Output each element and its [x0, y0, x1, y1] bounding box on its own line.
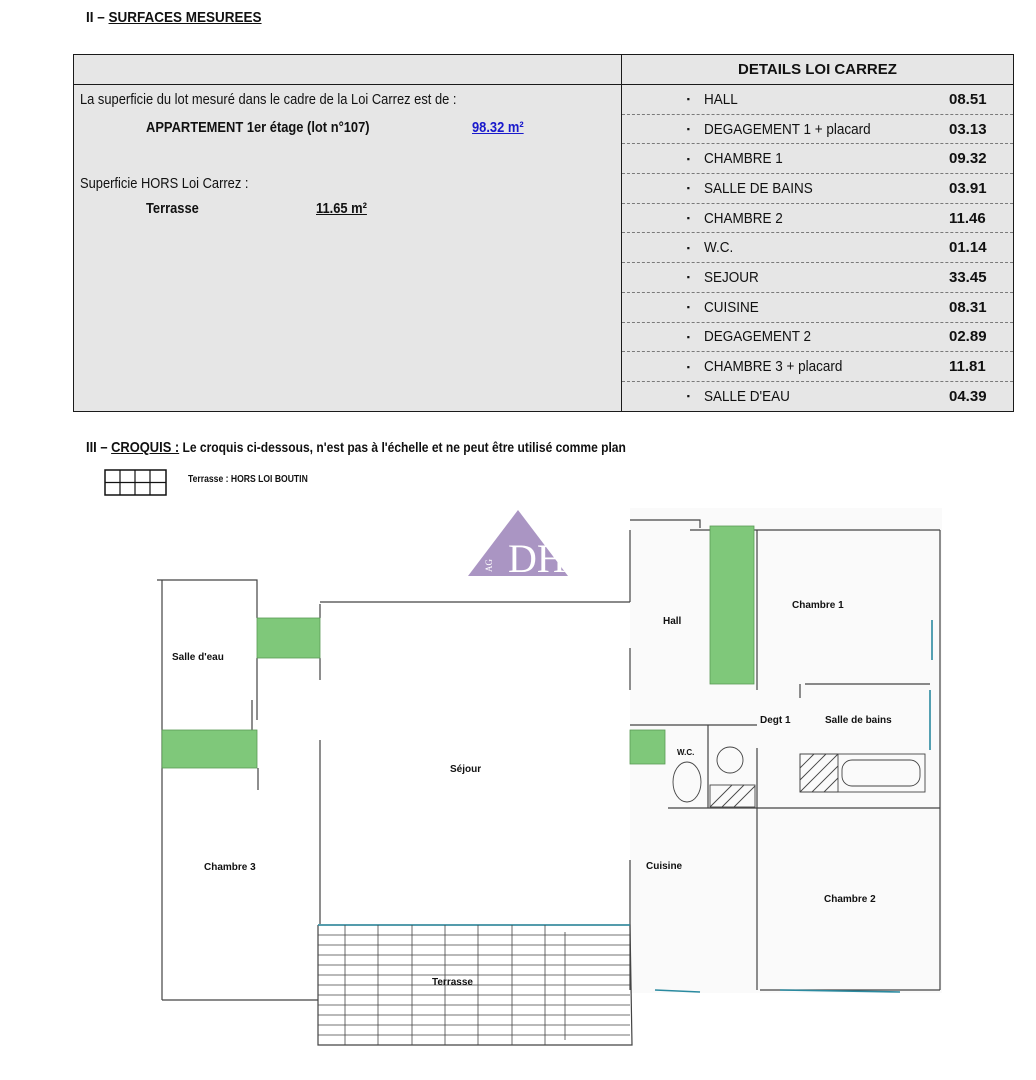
room-name: CHAMBRE 3 + placard	[704, 358, 843, 376]
room-area: 03.91	[949, 179, 987, 197]
room-area: 09.32	[949, 150, 987, 168]
bullet-icon: ▪	[686, 361, 690, 372]
room-name: CHAMBRE 2	[704, 209, 783, 227]
room-label-degt-1: Degt 1	[760, 715, 791, 726]
room-label-wc: W.C.	[677, 748, 695, 757]
room-name: SALLE DE BAINS	[704, 179, 813, 197]
room-name: CUISINE	[704, 298, 759, 316]
section-3-prefix: III –	[86, 439, 112, 456]
bullet-icon: ▪	[686, 242, 690, 253]
loi-carrez-intro: La superficie du lot mesuré dans le cadre de la Loi Carrez est de :	[80, 91, 457, 108]
bullet-icon: ▪	[686, 331, 690, 342]
bullet-icon: ▪	[686, 272, 690, 283]
room-name: HALL	[704, 90, 738, 108]
legend-text: Terrasse : HORS LOI BOUTIN	[188, 474, 308, 485]
bullet-icon: ▪	[686, 94, 690, 105]
placard-hall	[710, 526, 754, 684]
placard-chambre-3	[162, 730, 257, 768]
bullet-icon: ▪	[686, 153, 690, 164]
room-area: 08.31	[949, 298, 987, 316]
bullet-icon: ▪	[686, 213, 690, 224]
placard-degagement	[630, 730, 665, 764]
agency-watermark	[468, 510, 568, 581]
room-label-sejour: Séjour	[450, 764, 482, 775]
section-2-heading: SURFACES MESUREES	[108, 9, 262, 26]
room-label-hall: Hall	[663, 616, 682, 627]
room-area: 04.39	[949, 387, 987, 405]
room-label-chambre-2: Chambre 2	[824, 894, 876, 905]
hors-loi-carrez-label: Superficie HORS Loi Carrez :	[80, 175, 249, 192]
room-name: CHAMBRE 1	[704, 150, 783, 168]
room-area: 33.45	[949, 268, 987, 286]
room-area: 11.81	[949, 358, 986, 376]
room-label-chambre-3: Chambre 3	[204, 862, 256, 873]
room-area: 11.46	[949, 209, 986, 227]
bullet-icon: ▪	[686, 183, 690, 194]
lot-area: 98.32 m²	[472, 119, 524, 136]
room-label-salle-deau: Salle d'eau	[172, 652, 224, 663]
placard-salle-deau	[257, 618, 320, 658]
bullet-icon: ▪	[686, 124, 690, 135]
room-label-chambre-1: Chambre 1	[792, 600, 844, 611]
section-2-prefix: II –	[86, 9, 109, 26]
bullet-icon: ▪	[686, 391, 690, 402]
room-name: SEJOUR	[704, 268, 759, 286]
room-label-cuisine: Cuisine	[646, 861, 683, 872]
table-header-details: DETAILS LOI CARREZ	[622, 55, 1014, 85]
room-label-salle-de-bains: Salle de bains	[825, 715, 892, 726]
watermark-letters: DH	[508, 536, 566, 581]
lot-label: APPARTEMENT 1er étage (lot n°107)	[146, 119, 370, 136]
room-area: 03.13	[949, 120, 987, 138]
room-area: 02.89	[949, 328, 987, 346]
section-3-heading: CROQUIS :	[111, 439, 180, 456]
room-name: DEGAGEMENT 2	[704, 328, 812, 346]
terrasse-hatching	[318, 925, 630, 1045]
room-name: W.C.	[704, 239, 734, 257]
bullet-icon: ▪	[686, 302, 690, 313]
room-area: 01.14	[949, 239, 987, 257]
watermark-side-letters: AG	[484, 559, 494, 572]
terrasse-area: 11.65 m²	[316, 200, 367, 217]
room-area: 08.51	[949, 90, 987, 108]
terrasse-label: Terrasse	[146, 200, 199, 217]
room-label-terrasse: Terrasse	[432, 977, 473, 988]
room-name: SALLE D'EAU	[704, 387, 790, 405]
section-3-note: Le croquis ci-dessous, n'est pas à l'échelle et ne peut être utilisé comme plan	[179, 439, 626, 455]
room-name: DEGAGEMENT 1 + placard	[704, 120, 871, 138]
